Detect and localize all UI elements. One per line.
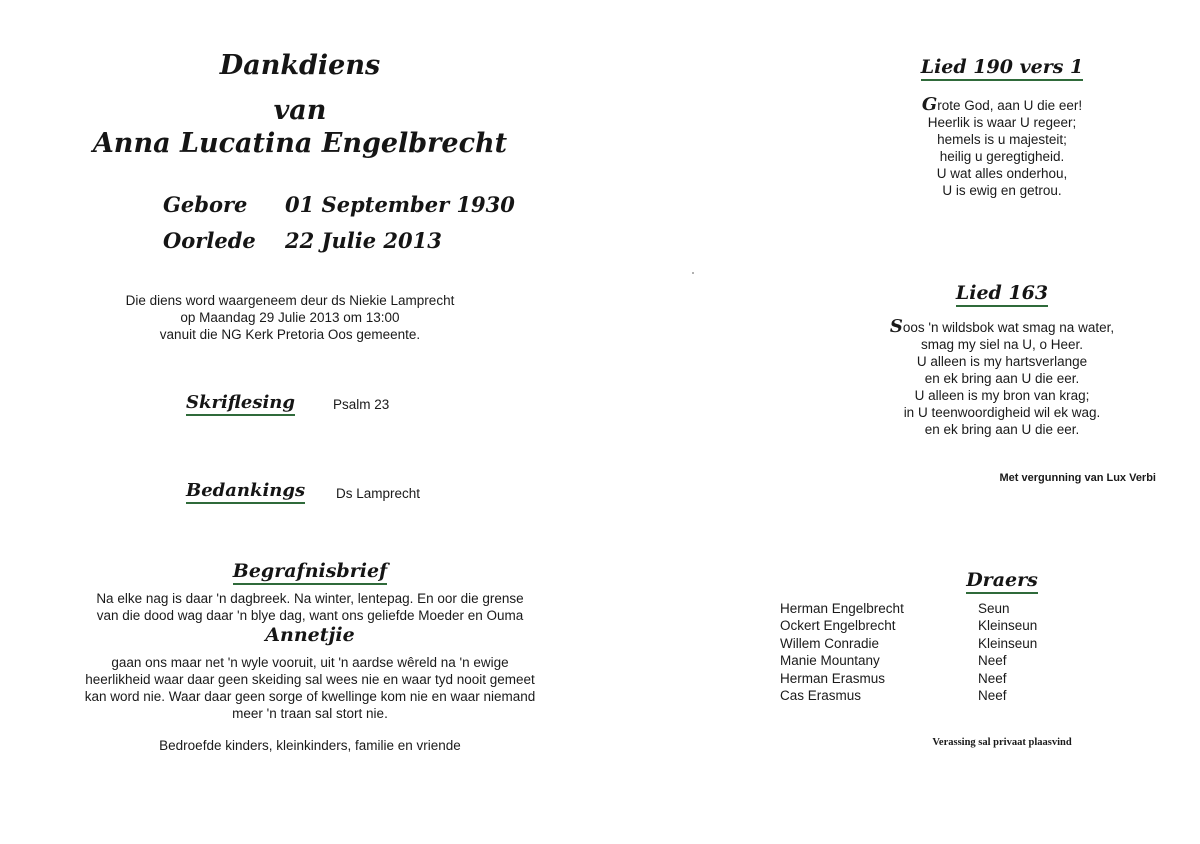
hymn1-heading-text: Lied 190 vers 1 — [921, 56, 1084, 81]
scan-speck — [692, 272, 694, 274]
born-date: 01 September 1930 — [285, 192, 515, 217]
letter-line: van die dood wag daar 'n blye dag, want ons geliefde Moeder en Ouma — [96, 608, 524, 623]
verse-line: U wat alles onderhou, — [936, 166, 1068, 181]
died-label: Oorlede — [163, 228, 256, 253]
hymn2-dropcap: S — [889, 316, 903, 337]
verse-line: Heerlik is waar U regeer; — [927, 115, 1077, 130]
born-label: Gebore — [163, 192, 248, 217]
verse-line — [810, 96, 1194, 114]
list-item — [780, 617, 1200, 634]
bearer-relation: Neef — [978, 670, 1007, 686]
title-thanksgiving: Dankdiens — [219, 50, 381, 81]
list-item — [780, 670, 1200, 687]
hymn1-verse — [810, 96, 1194, 199]
bearer-name: Cas Erasmus — [780, 688, 862, 704]
bearer-relation: Neef — [978, 688, 1007, 704]
letter-line: gaan ons maar net 'n wyle vooruit, uit 'n aardse wêreld na 'n ewige — [111, 655, 509, 670]
service-line: vanuit die NG Kerk Pretoria Oos gemeente. — [159, 327, 421, 342]
list-item — [780, 600, 1200, 617]
hymn1-first-line: rote God, aan U die eer! — [937, 98, 1083, 113]
verse-line: hemels is u majesteit; — [937, 132, 1067, 147]
permission-note: Met vergunning van Lux Verbi — [999, 472, 1156, 484]
letter-line: heerlikheid waar daar geen skeiding sal wees nie en waar tyd nooit gemeet — [85, 672, 535, 687]
died-date: 22 Julie 2013 — [285, 228, 442, 253]
cremation-note: Verassing sal privaat plaasvind — [932, 737, 1072, 748]
bearers-heading — [810, 569, 1194, 594]
reading-heading — [186, 392, 295, 416]
verse-line: in U teenwoordigheid wil ek wag. — [903, 405, 1101, 420]
service-line: Die diens word waargeneem deur ds Niekie Lamprecht — [125, 293, 455, 308]
right-page — [600, 0, 1200, 844]
hymn1-heading — [810, 56, 1194, 81]
verse-line: en ek bring aan U die eer. — [924, 371, 1080, 386]
bearer-relation: Neef — [978, 653, 1007, 669]
service-line: op Maandag 29 Julie 2013 om 13:00 — [180, 310, 400, 325]
verse-line: U is ewig en getrou. — [942, 183, 1062, 198]
letter-line: kan word nie. Waar daar geen sorge of kwellinge kom nie en waar niemand — [84, 689, 536, 704]
thanks-heading-text: Bedankings — [186, 480, 305, 504]
bearers-list — [780, 600, 1200, 704]
thanks-heading — [186, 480, 305, 504]
verse-line — [810, 318, 1194, 336]
bearer-name: Herman Engelbrecht — [780, 601, 904, 616]
hymn2-verse — [810, 318, 1194, 438]
list-item — [780, 635, 1200, 652]
bearer-relation: Seun — [978, 601, 1010, 616]
title-of: van — [273, 95, 327, 126]
verse-line: U alleen is my bron van krag; — [914, 388, 1090, 403]
service-info — [0, 292, 580, 343]
thanks-value: Ds Lamprecht — [336, 486, 421, 501]
bearer-name: Willem Conradie — [780, 635, 880, 651]
verse-line: heilig u geregtigheid. — [939, 149, 1065, 164]
letter-name: Annetjie — [265, 624, 355, 646]
bearer-name: Manie Mountany — [780, 653, 880, 669]
letter-paragraph-1 — [0, 590, 620, 624]
hymn2-heading-text: Lied 163 — [956, 282, 1048, 307]
verse-line: smag my siel na U, o Heer. — [920, 337, 1084, 352]
bearer-relation: Kleinseun — [978, 618, 1038, 634]
reading-value: Psalm 23 — [333, 397, 390, 412]
hymn2-first-line: oos 'n wildsbok wat smag na water, — [902, 320, 1115, 335]
bearer-name: Ockert Engelbrecht — [780, 618, 896, 634]
hymn2-heading — [810, 282, 1194, 307]
bearer-name: Herman Erasmus — [780, 670, 886, 686]
verse-line: en ek bring aan U die eer. — [924, 422, 1080, 437]
letter-line: meer 'n traan sal stort nie. — [232, 706, 388, 721]
letter-heading — [0, 560, 620, 585]
letter-heading-text: Begrafnisbrief — [233, 560, 387, 585]
deceased-name: Anna Lucatina Engelbrecht — [92, 128, 508, 159]
letter-line: Na elke nag is daar 'n dagbreek. Na winter, lentepag. En oor die grense — [96, 591, 524, 606]
bearer-relation: Kleinseun — [978, 635, 1038, 651]
verse-line: U alleen is my hartsverlange — [916, 354, 1088, 369]
bearers-heading-text: Draers — [966, 569, 1038, 594]
reading-heading-text: Skriflesing — [186, 392, 295, 416]
letter-signature: Bedroefde kinders, kleinkinders, familie en vriende — [159, 738, 461, 753]
list-item — [780, 652, 1200, 669]
list-item — [780, 687, 1200, 704]
hymn1-dropcap: G — [921, 94, 938, 115]
letter-paragraph-2 — [0, 654, 620, 722]
